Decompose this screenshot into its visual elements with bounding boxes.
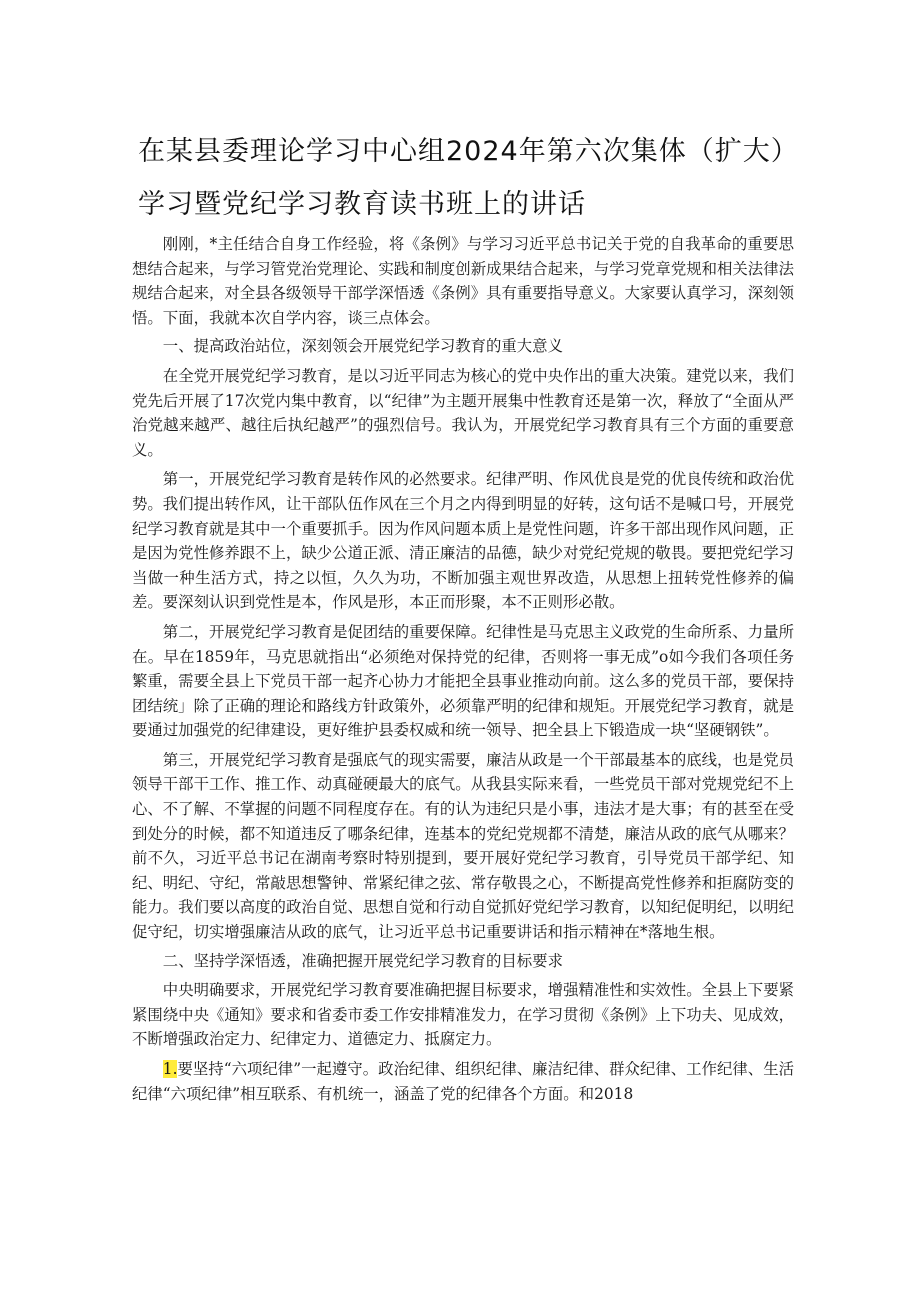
section-heading-1: 一、提高政治站位，深刻领会开展党纪学习教育的重大意义 (162, 337, 563, 356)
document-title-line-2: 学习暨党纪学习教育读书班上的讲话 (138, 189, 586, 220)
paragraph: 第一，开展党纪学习教育是转作风的必然要求。纪律严明、作风优良是党的优良传统和政治优势。我们提出转作风，让干部队伍作风在三个月之内得到明显的好转，这句话不是喊口号，开展党纪学习教育就是其中一个重要抓手。因为作风问题本质上是党性问题，许多干部出现作风问题，正是因为党性修养跟不上，缺少公道正派、清正廉洁的品德，缺少对党纪党规的敬畏。要把党纪学习当做一种生活方式，持之以恒，久久为功，不断加强主观世界改造，从思想上扭转党性修养的偏差。要深刻认识到党性是本，作风是形，本正而形聚，本不正则形必散。 (132, 470, 794, 612)
paragraph: 第三，开展党纪学习教育是强底气的现实需要，廉洁从政是一个干部最基本的底线，也是党员领导干部干工作、推工作、动真碰硬最大的底气。从我县实际来看，一些党员干部对党规党纪不上心、不了解、不掌握的问题不同程度存在。有的认为违纪只是小事，违法才是大事；有的甚至在受到处分的时候，都不知道违反了哪条纪律，连基本的党纪党规都不清楚，廉洁从政的底气从哪来？前不久，习近平总书记在湖南考察时特别提到，要开展好党纪学习教育，引导党员干部学纪、知纪、明纪、守纪，常敲思想警钟、常紧纪律之弦、常存敬畏之心，不断提高党性修养和拒腐防变的能力。我们要以高度的政治自觉、思想自觉和行动自觉抓好党纪学习教育，以知纪促明纪，以明纪促守纪，切实增强廉洁从政的底气，让习近平总书记重要讲话和指示精神在*落地生根。 (132, 750, 794, 942)
paragraph-intro: 刚刚，*主任结合自身工作经验，将《条例》与学习习近平总书记关于党的自我革命的重要思想结合起来，与学习管党治党理论、实践和制度创新成果结合起来，与学习党章党规和相关法律法规结合起来，对全县各级领导干部学深悟透《条例》具有重要指导意义。大家要认真学习，深刻领悟。下面，我就本次自学内容，谈三点体会。 (132, 235, 794, 327)
highlighted-list-marker: 1. (162, 1060, 178, 1078)
document-body (132, 232, 794, 1106)
paragraph: 中央明确要求，开展党纪学习教育要准确把握目标要求，增强精准性和实效性。全县上下要紧紧围绕中央《通知》要求和省委市委工作安排精准发力，在学习贯彻《条例》上下功夫、见成效，不断增强政治定力、纪律定力、道德定力、抵腐定力。 (132, 981, 794, 1049)
paragraph-text: 要坚持“六项纪律”一起遵守。政治纪律、组织纪律、廉洁纪律、群众纪律、工作纪律、生活纪律“六项纪律”相互联系、有机统一，涵盖了党的纪律各个方面。和2018 (132, 1060, 794, 1103)
paragraph-last (132, 1057, 794, 1106)
section-heading-2: 二、坚持学深悟透，准确把握开展党纪学习教育的目标要求 (162, 951, 563, 970)
paragraph: 第二，开展党纪学习教育是促团结的重要保障。纪律性是马克思主义政党的生命所系、力量所在。早在1859年，马克思就指出“必须绝对保持党的纪律，否则将一事无成”o如今我们各项任务繁重，需要全县上下党员干部一起齐心协力才能把全县事业推动向前。这么多的党员干部，要保持团结统」除了正确的理论和路线方针政策外，必须靠严明的纪律和规矩。开展党纪学习教育，就是要通过加强党的纪律建设，更好维护县委权威和统一领导、把全县上下锻造成一块“坚硬钢铁”。 (132, 622, 794, 740)
paragraph: 在全党开展党纪学习教育，是以习近平同志为核心的党中央作出的重大决策。建党以来，我们党先后开展了17次党内集中教育，以“纪律”为主题开展集中性教育还是第一次，释放了“全面从严治党越来越严、越往后执纪越严”的强烈信号。我认为，开展党纪学习教育具有三个方面的重要意义。 (132, 366, 794, 459)
document-title-line-1: 在某县委理论学习中心组2024年第六次集体（扩大） (138, 136, 799, 167)
